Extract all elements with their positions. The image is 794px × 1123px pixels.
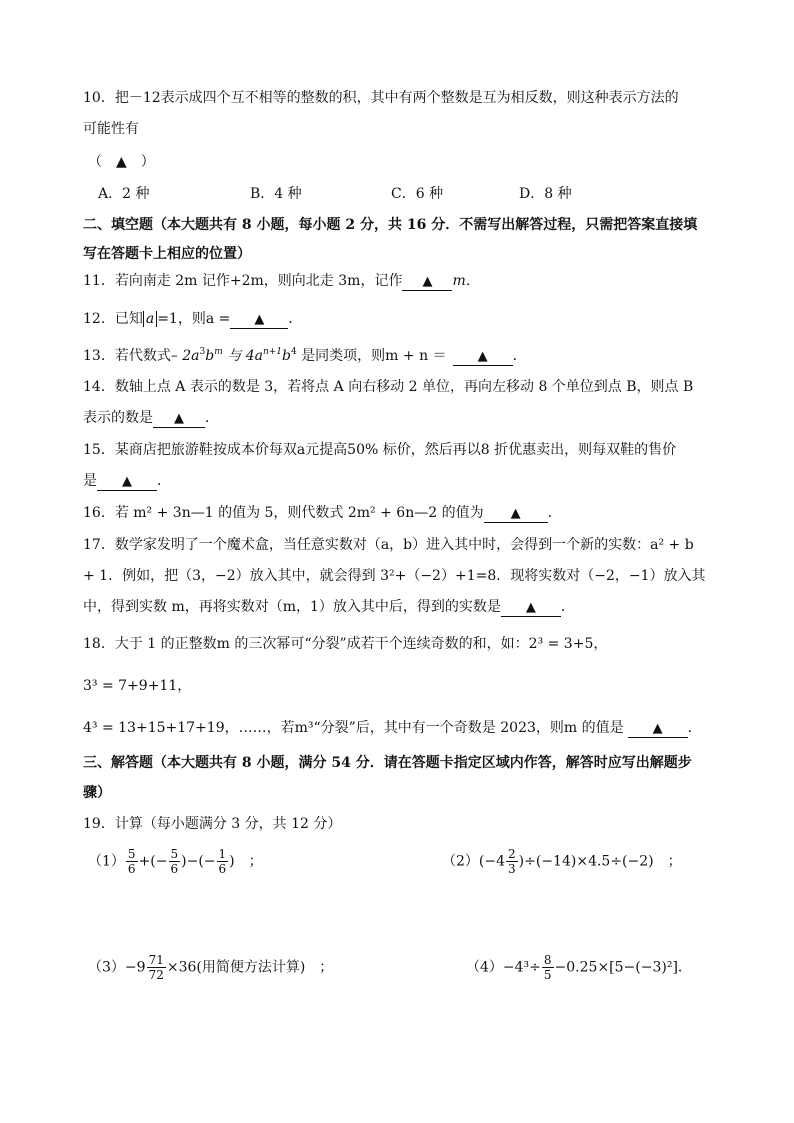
q12-answer-blank: ▲: [230, 312, 288, 329]
fraction: [542, 953, 554, 982]
q16-end: ．: [547, 505, 562, 521]
q18-line3: [83, 718, 702, 738]
q19-part4-expr-end: −0.25×[5−(−3)²]．: [554, 959, 692, 976]
q12-text: 12．已知: [83, 311, 143, 327]
fraction: [147, 953, 166, 982]
q10-option-b: B．4 种: [250, 186, 302, 202]
q17-answer-blank: ▲: [501, 600, 561, 617]
numerator: 1: [218, 847, 227, 861]
q18-text: 4³ = 13+15+17+19，……，若m³“分裂”后，其中有一个奇数是 2023，则m 的值是: [83, 720, 624, 736]
q10-answer-paren: （ ▲ ）: [88, 154, 155, 170]
q13-exp: 3: [199, 347, 206, 357]
denominator: 3: [508, 862, 516, 876]
denominator: 5: [543, 968, 552, 982]
q18-line1: 18．大于 1 的正整数m 的三次幂可“分裂”成若干个连续奇数的和，如：2³ = 3+5，: [83, 636, 608, 652]
section2-heading-line2: 写在答题卡上相应的位置）: [83, 246, 251, 262]
q16-answer-blank: ▲: [484, 506, 548, 523]
q19-part3: [88, 953, 333, 982]
q14-line2: [83, 408, 219, 428]
numerator: 2: [508, 847, 516, 861]
q19-part3-expr-end: ×36(用简便方法计算) ；: [166, 959, 334, 976]
q10-line2: 可能性有: [83, 121, 139, 137]
q15-line2: [83, 471, 171, 491]
q13-term2-b: b: [282, 348, 291, 364]
q10-option-d: D．8 种: [519, 186, 572, 202]
q14-line1: 14．数轴上点 A 表示的数是 3，若将点 A 向右移动 2 单位，再向左移动 8 个单位到点 B，则点 B: [83, 379, 694, 395]
q10-line1: 10．把－12表示成四个互不相等的整数的积，其中有两个整数是互为相反数，则这种表示方法的: [83, 90, 679, 106]
q17-end: ．: [560, 599, 575, 615]
q14-text: 表示的数是: [83, 410, 153, 426]
q11-unit: m．: [452, 273, 480, 289]
q10-option-c: C．6 种: [391, 186, 444, 202]
q13-answer-blank: ▲: [453, 349, 513, 366]
q12-abs-value: a: [143, 311, 157, 327]
q19-part1-op: +(−: [138, 853, 168, 870]
q19-part3-expr: −9: [124, 959, 146, 976]
numerator: 5: [127, 847, 136, 861]
denominator: 6: [127, 862, 136, 876]
q19-part1: [88, 847, 263, 876]
q12: [83, 309, 302, 329]
q17-line1: 17．数学家发明了一个魔术盒，当任意实数对（a，b）进入其中时，会得到一个新的实数：a² + b: [83, 537, 694, 553]
q10-option-a: A．2 种: [98, 186, 150, 202]
q17-line3: [83, 597, 575, 617]
q18-answer-blank: ▲: [628, 721, 688, 738]
q17-line2: + 1．例如，把（3，−2）放入其中，就会得到 3²+（−2）+1=8．现将实数对（−2，−1）放入其: [83, 568, 706, 584]
q19-part2: [442, 847, 682, 876]
q19-part2-expr-end: )÷(−14)×4.5÷(−2) ；: [518, 853, 682, 870]
section3-heading-line1: 三、解答题（本大题共有 8 小题，满分 54 分．请在答题卡指定区域内作答，解答时应写出解题步: [83, 755, 692, 771]
q19-part4: [466, 953, 692, 982]
q11-answer-blank: ▲: [402, 274, 452, 291]
q13-end: ．: [512, 348, 527, 364]
q19-part2-label: （2）: [442, 853, 479, 870]
q14-answer-blank: ▲: [153, 411, 205, 428]
q13-text: 13．若代数式: [83, 348, 171, 364]
q17-text: 中，得到实数 m，再将实数对（m，1）放入其中后，得到的实数是: [83, 599, 501, 615]
q15-answer-blank: ▲: [97, 474, 157, 491]
numerator: 8: [543, 953, 552, 967]
q15-line1: 15．某商店把旅游鞋按成本价每双a元提高50% 标价，然后再以8 折优惠卖出，则每双鞋的售价: [83, 442, 677, 458]
q11: [83, 271, 480, 291]
fraction: [217, 847, 229, 876]
q19-part1-op: )−(−: [181, 853, 216, 870]
q19-part4-expr: −4³÷: [502, 959, 541, 976]
q13-term2: 与 4a: [222, 348, 263, 364]
q19-part4-label: （4）: [466, 959, 503, 976]
q13-term1: – 2a: [170, 348, 200, 364]
q19-part3-label: （3）: [88, 959, 125, 976]
fraction: [169, 847, 181, 876]
q18-line2: 3³ = 7+9+11，: [83, 678, 192, 694]
section3-heading-line2: 骤）: [83, 785, 111, 801]
numerator: 5: [170, 847, 179, 861]
denominator: 6: [170, 862, 179, 876]
q11-text: 11．若向南走 2m 记作+2m，则向北走 3m，记作: [83, 273, 403, 289]
q19-title: 19．计算（每小题满分 3 分，共 12 分）: [83, 816, 342, 832]
q13-text-mid: 是同类项，则m + n ＝: [296, 348, 447, 364]
q15-end: ．: [157, 473, 171, 489]
q16: [83, 503, 562, 523]
q19-part1-label: （1）: [88, 853, 125, 870]
q19-part1-end: ) ；: [229, 853, 263, 870]
denominator: 72: [148, 968, 164, 982]
q13-exp: n+1: [262, 347, 283, 357]
q13: [83, 346, 527, 366]
fraction: [506, 847, 518, 876]
q13-exp: m: [214, 347, 223, 357]
q12-end: ．: [288, 311, 303, 327]
q12-text-mid: =1，则a =: [157, 311, 231, 327]
denominator: 6: [218, 862, 227, 876]
fraction: [126, 847, 138, 876]
q19-part2-expr: (−4: [478, 853, 506, 870]
q18-end: ．: [687, 720, 702, 736]
section2-heading-line1: 二、填空题（本大题共有 8 小题，每小题 2 分，共 16 分．不需写出解答过程，只需把答案直接填: [83, 217, 698, 233]
q13-exp: 4: [291, 347, 297, 357]
q15-text: 是: [83, 473, 97, 489]
q13-term1-b: b: [205, 348, 215, 364]
numerator: 71: [148, 953, 164, 967]
q14-end: ．: [205, 410, 219, 426]
q16-text: 16．若 m² + 3n—1 的值为 5，则代数式 2m² + 6n—2 的值为: [83, 505, 484, 521]
